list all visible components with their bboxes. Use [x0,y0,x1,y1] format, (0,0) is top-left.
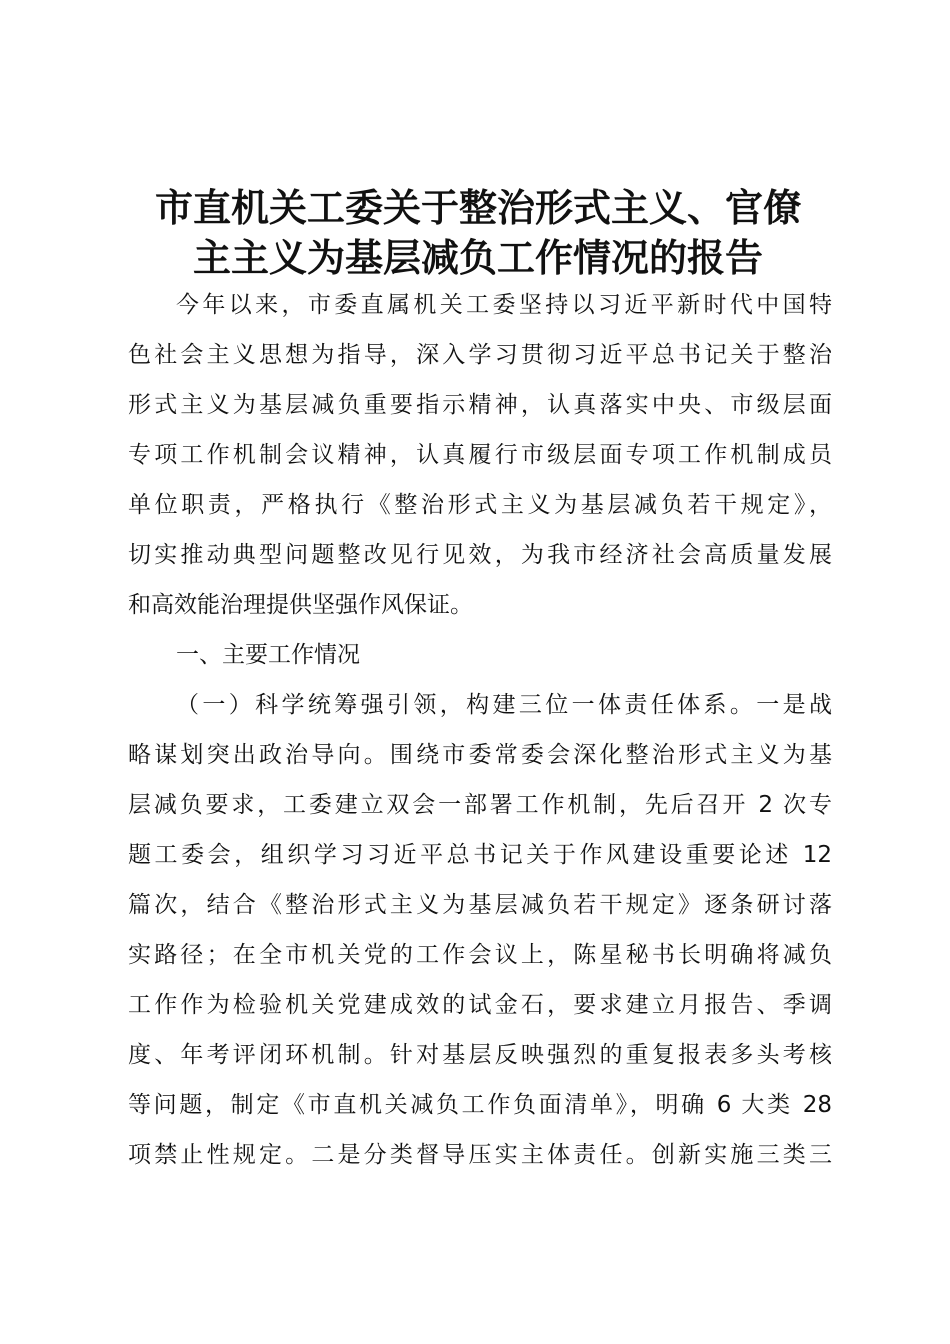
paragraph-1-line-5: 单位职责，严格执行《整治形式主义为基层减负若干规定》， [128,492,832,518]
paragraph-2-line-3: 层减负要求，工委建立双会一部署工作机制，先后召开 2 次专 [128,792,832,818]
paragraph-1-line-4: 专项工作机制会议精神，认真履行市级层面专项工作机制成员 [128,442,832,468]
document-title-line-1: 市直机关工委关于整治形式主义、官僚 [154,185,801,230]
paragraph-2-line-6: 实路径；在全市机关党的工作会议上，陈星秘书长明确将减负 [128,942,832,968]
paragraph-2-line-7: 工作作为检验机关党建成效的试金石，要求建立月报告、季调 [128,992,832,1018]
paragraph-2-line-4: 题工委会，组织学习习近平总书记关于作风建设重要论述 12 [128,842,832,868]
paragraph-1-line-6: 切实推动典型问题整改见行见效，为我市经济社会高质量发展 [128,542,832,568]
paragraph-2-line-9: 等问题，制定《市直机关减负工作负面清单》，明确 6 大类 28 [128,1092,832,1118]
paragraph-2-line-10: 项禁止性规定。二是分类督导压实主体责任。创新实施三类三 [128,1142,832,1168]
paragraph-1-line-2: 色社会主义思想为指导，深入学习贯彻习近平总书记关于整治 [128,342,832,368]
paragraph-1-line-1: 今年以来，市委直属机关工委坚持以习近平新时代中国特 [176,292,832,318]
paragraph-2-line-2: 略谋划突出政治导向。围绕市委常委会深化整治形式主义为基 [128,742,832,768]
paragraph-2-line-1: （一）科学统筹强引领，构建三位一体责任体系。一是战 [176,692,832,718]
paragraph-2-line-5: 篇次，结合《整治形式主义为基层减负若干规定》逐条研讨落 [128,892,832,918]
paragraph-2-line-8: 度、年考评闭环机制。针对基层反映强烈的重复报表多头考核 [128,1042,832,1068]
section-heading: 一、主要工作情况 [176,642,360,668]
paragraph-1-line-7: 和高效能治理提供坚强作风保证。 [128,592,473,618]
paragraph-1-line-3: 形式主义为基层减负重要指示精神，认真落实中央、市级层面 [128,392,832,418]
document-title-line-2: 主主义为基层减负工作情况的报告 [192,235,763,280]
